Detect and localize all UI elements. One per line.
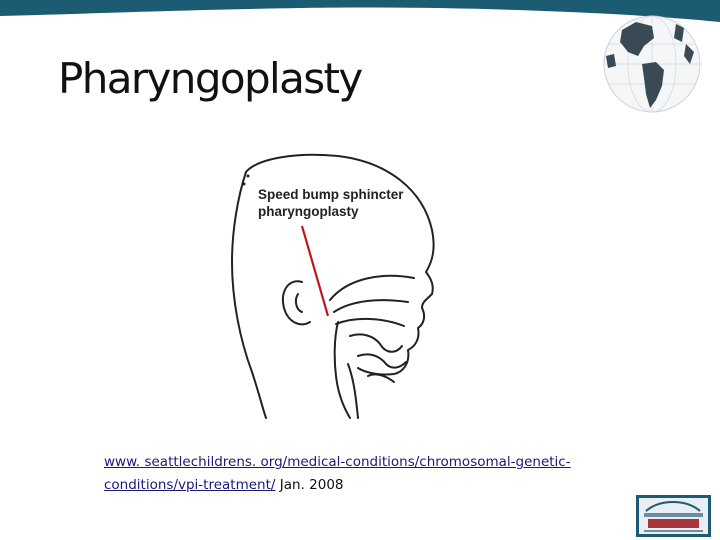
- slide-title: Pharyngoplasty: [58, 54, 362, 103]
- citation-date: Jan. 2008: [279, 477, 344, 493]
- figure-label: [258, 186, 404, 220]
- pharyngoplasty-illustration: [218, 150, 458, 422]
- source-link-line-1[interactable]: www. seattlechildrens. org/medical-conditions/chromosomal-genetic-: [104, 454, 571, 470]
- figure-label-line-1: Speed bump sphincter: [258, 187, 404, 202]
- source-link-line-2[interactable]: conditions/vpi-treatment/: [104, 477, 276, 493]
- globe-icon: [594, 8, 710, 116]
- source-citation: [104, 451, 644, 497]
- organization-logo-icon: [636, 495, 711, 537]
- figure-label-line-2: pharyngoplasty: [258, 204, 359, 219]
